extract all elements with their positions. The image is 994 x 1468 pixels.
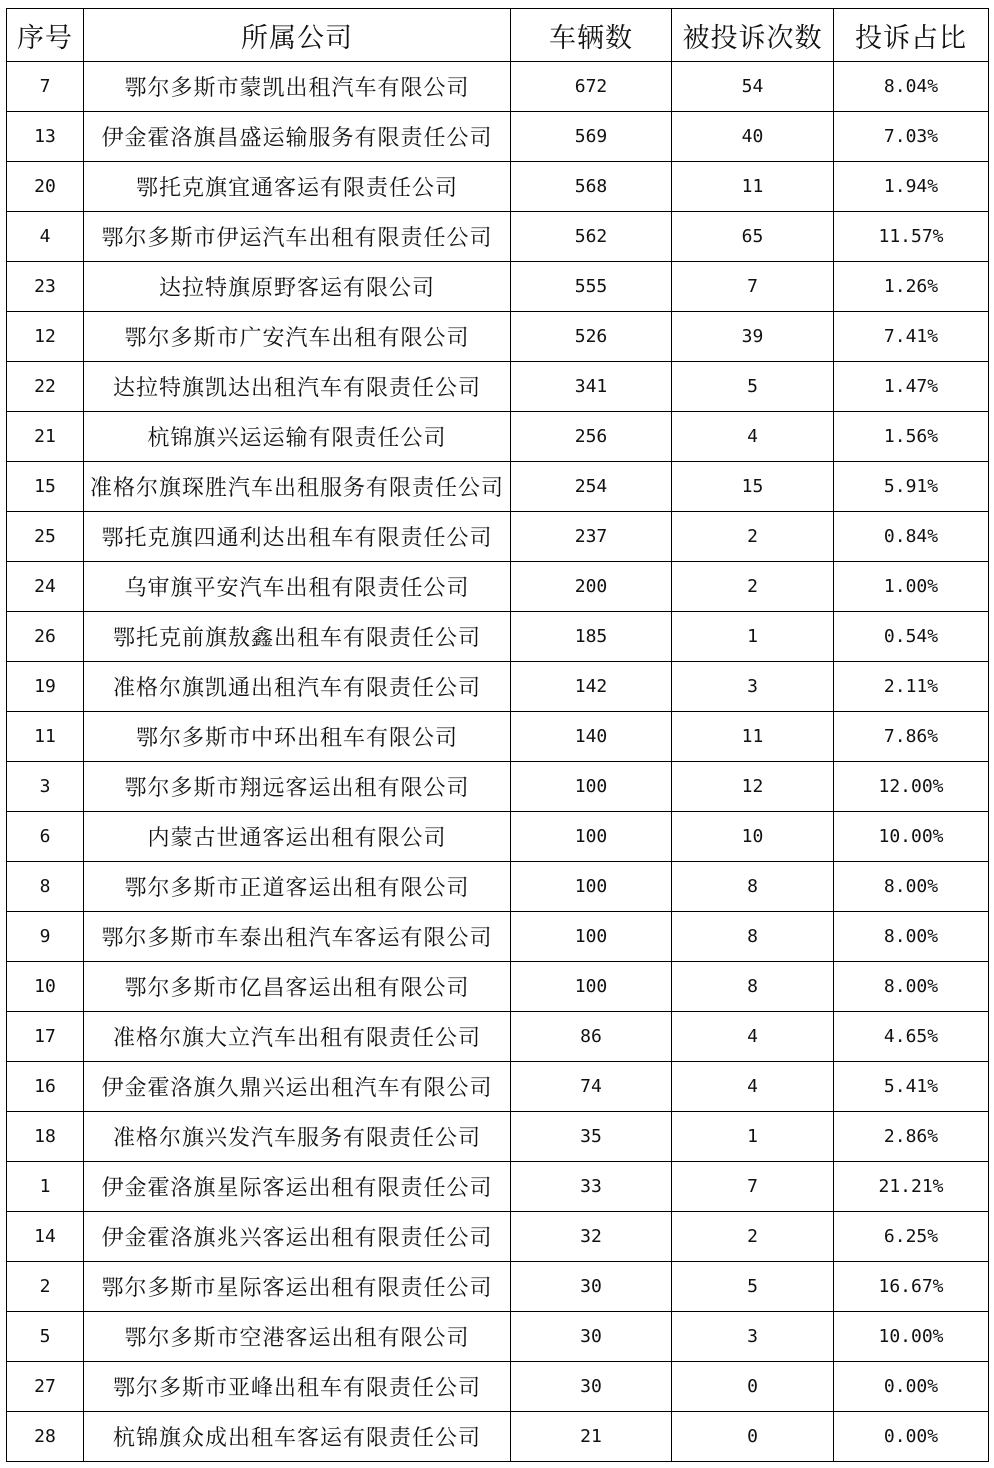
- cell-vehicles: 200: [511, 562, 672, 612]
- cell-index: 24: [7, 562, 84, 612]
- cell-index: 3: [7, 762, 84, 812]
- cell-ratio: 16.67%: [834, 1262, 989, 1312]
- cell-ratio: 1.00%: [834, 562, 989, 612]
- cell-company: 鄂尔多斯市车泰出租汽车客运有限公司: [84, 912, 511, 962]
- table-row: [7, 912, 989, 962]
- cell-index: 13: [7, 112, 84, 162]
- cell-company: 鄂尔多斯市星际客运出租有限责任公司: [84, 1262, 511, 1312]
- cell-company: 内蒙古世通客运出租有限公司: [84, 812, 511, 862]
- cell-company: 准格尔旗琛胜汽车出租服务有限责任公司: [84, 462, 511, 512]
- cell-index: 5: [7, 1312, 84, 1362]
- cell-complaints: 54: [672, 62, 834, 112]
- table-row: [7, 1012, 989, 1062]
- cell-company: 鄂尔多斯市亿昌客运出租有限公司: [84, 962, 511, 1012]
- cell-index: 23: [7, 262, 84, 312]
- table-row: [7, 162, 989, 212]
- cell-ratio: 8.00%: [834, 962, 989, 1012]
- cell-ratio: 10.00%: [834, 1312, 989, 1362]
- table-row: [7, 762, 989, 812]
- table-row: [7, 1212, 989, 1262]
- cell-complaints: 3: [672, 1312, 834, 1362]
- cell-ratio: 11.57%: [834, 212, 989, 262]
- cell-vehicles: 100: [511, 762, 672, 812]
- cell-complaints: 2: [672, 512, 834, 562]
- cell-index: 25: [7, 512, 84, 562]
- cell-complaints: 7: [672, 1162, 834, 1212]
- table-row: [7, 212, 989, 262]
- cell-ratio: 2.11%: [834, 662, 989, 712]
- cell-complaints: 2: [672, 1212, 834, 1262]
- cell-vehicles: 142: [511, 662, 672, 712]
- cell-company: 伊金霍洛旗久鼎兴运出租汽车有限公司: [84, 1062, 511, 1112]
- table-row: [7, 462, 989, 512]
- cell-index: 27: [7, 1362, 84, 1412]
- cell-vehicles: 672: [511, 62, 672, 112]
- table-body: [7, 62, 989, 1462]
- cell-index: 26: [7, 612, 84, 662]
- cell-complaints: 7: [672, 262, 834, 312]
- cell-vehicles: 526: [511, 312, 672, 362]
- cell-company: 乌审旗平安汽车出租有限责任公司: [84, 562, 511, 612]
- cell-vehicles: 254: [511, 462, 672, 512]
- cell-ratio: 1.94%: [834, 162, 989, 212]
- cell-company: 杭锦旗众成出租车客运有限责任公司: [84, 1412, 511, 1462]
- cell-vehicles: 35: [511, 1112, 672, 1162]
- table-row: [7, 112, 989, 162]
- cell-ratio: 8.00%: [834, 862, 989, 912]
- cell-index: 14: [7, 1212, 84, 1262]
- cell-ratio: 0.54%: [834, 612, 989, 662]
- table-row: [7, 512, 989, 562]
- cell-complaints: 3: [672, 662, 834, 712]
- table-row: [7, 62, 989, 112]
- cell-company: 鄂托克旗四通利达出租车有限责任公司: [84, 512, 511, 562]
- cell-index: 8: [7, 862, 84, 912]
- cell-ratio: 2.86%: [834, 1112, 989, 1162]
- table-row: [7, 1162, 989, 1212]
- cell-ratio: 12.00%: [834, 762, 989, 812]
- cell-complaints: 15: [672, 462, 834, 512]
- cell-company: 鄂尔多斯市中环出租车有限公司: [84, 712, 511, 762]
- cell-ratio: 21.21%: [834, 1162, 989, 1212]
- header-row: [7, 9, 989, 62]
- cell-complaints: 40: [672, 112, 834, 162]
- cell-complaints: 1: [672, 612, 834, 662]
- table-row: [7, 1112, 989, 1162]
- cell-vehicles: 341: [511, 362, 672, 412]
- cell-vehicles: 21: [511, 1412, 672, 1462]
- cell-vehicles: 33: [511, 1162, 672, 1212]
- table-row: [7, 362, 989, 412]
- table-row: [7, 1412, 989, 1462]
- cell-ratio: 0.00%: [834, 1412, 989, 1462]
- cell-ratio: 5.41%: [834, 1062, 989, 1112]
- cell-complaints: 8: [672, 962, 834, 1012]
- cell-company: 鄂尔多斯市广安汽车出租有限公司: [84, 312, 511, 362]
- cell-ratio: 10.00%: [834, 812, 989, 862]
- cell-complaints: 5: [672, 1262, 834, 1312]
- table-row: [7, 1262, 989, 1312]
- table-row: [7, 812, 989, 862]
- cell-index: 6: [7, 812, 84, 862]
- cell-company: 准格尔旗凯通出租汽车有限责任公司: [84, 662, 511, 712]
- cell-ratio: 7.86%: [834, 712, 989, 762]
- table-row: [7, 1062, 989, 1112]
- cell-company: 鄂尔多斯市空港客运出租有限公司: [84, 1312, 511, 1362]
- cell-ratio: 8.00%: [834, 912, 989, 962]
- cell-vehicles: 86: [511, 1012, 672, 1062]
- cell-index: 1: [7, 1162, 84, 1212]
- complaints-table: [6, 8, 989, 1462]
- cell-company: 鄂尔多斯市亚峰出租车有限责任公司: [84, 1362, 511, 1412]
- cell-ratio: 1.56%: [834, 412, 989, 462]
- cell-index: 9: [7, 912, 84, 962]
- cell-complaints: 10: [672, 812, 834, 862]
- cell-ratio: 4.65%: [834, 1012, 989, 1062]
- table-row: [7, 1362, 989, 1412]
- cell-index: 17: [7, 1012, 84, 1062]
- cell-ratio: 5.91%: [834, 462, 989, 512]
- cell-index: 15: [7, 462, 84, 512]
- cell-complaints: 39: [672, 312, 834, 362]
- cell-ratio: 8.04%: [834, 62, 989, 112]
- table-row: [7, 412, 989, 462]
- table-row: [7, 862, 989, 912]
- cell-vehicles: 30: [511, 1362, 672, 1412]
- cell-vehicles: 256: [511, 412, 672, 462]
- cell-complaints: 4: [672, 1062, 834, 1112]
- header-ratio: 投诉占比: [834, 9, 989, 62]
- cell-index: 4: [7, 212, 84, 262]
- cell-index: 12: [7, 312, 84, 362]
- cell-index: 28: [7, 1412, 84, 1462]
- cell-index: 11: [7, 712, 84, 762]
- cell-company: 达拉特旗原野客运有限公司: [84, 262, 511, 312]
- cell-vehicles: 140: [511, 712, 672, 762]
- header-vehicles: 车辆数: [511, 9, 672, 62]
- cell-company: 鄂尔多斯市翔远客运出租有限公司: [84, 762, 511, 812]
- cell-complaints: 0: [672, 1412, 834, 1462]
- cell-ratio: 0.00%: [834, 1362, 989, 1412]
- cell-company: 准格尔旗兴发汽车服务有限责任公司: [84, 1112, 511, 1162]
- cell-index: 19: [7, 662, 84, 712]
- table-row: [7, 1312, 989, 1362]
- cell-company: 伊金霍洛旗兆兴客运出租有限责任公司: [84, 1212, 511, 1262]
- cell-complaints: 65: [672, 212, 834, 262]
- cell-vehicles: 32: [511, 1212, 672, 1262]
- cell-company: 鄂托克旗宜通客运有限责任公司: [84, 162, 511, 212]
- cell-vehicles: 74: [511, 1062, 672, 1112]
- cell-company: 准格尔旗大立汽车出租有限责任公司: [84, 1012, 511, 1062]
- cell-complaints: 4: [672, 1012, 834, 1062]
- table-row: [7, 662, 989, 712]
- cell-complaints: 2: [672, 562, 834, 612]
- cell-vehicles: 555: [511, 262, 672, 312]
- cell-complaints: 5: [672, 362, 834, 412]
- cell-complaints: 8: [672, 912, 834, 962]
- header-index: 序号: [7, 9, 84, 62]
- cell-index: 21: [7, 412, 84, 462]
- cell-complaints: 0: [672, 1362, 834, 1412]
- cell-index: 2: [7, 1262, 84, 1312]
- cell-index: 7: [7, 62, 84, 112]
- table-row: [7, 262, 989, 312]
- cell-company: 鄂尔多斯市正道客运出租有限公司: [84, 862, 511, 912]
- table-row: [7, 712, 989, 762]
- cell-vehicles: 562: [511, 212, 672, 262]
- table-header: [7, 9, 989, 62]
- cell-index: 22: [7, 362, 84, 412]
- table-row: [7, 962, 989, 1012]
- cell-vehicles: 237: [511, 512, 672, 562]
- cell-complaints: 11: [672, 162, 834, 212]
- cell-vehicles: 30: [511, 1312, 672, 1362]
- cell-index: 10: [7, 962, 84, 1012]
- table-row: [7, 612, 989, 662]
- cell-complaints: 11: [672, 712, 834, 762]
- cell-ratio: 0.84%: [834, 512, 989, 562]
- cell-ratio: 1.26%: [834, 262, 989, 312]
- cell-company: 鄂尔多斯市蒙凯出租汽车有限公司: [84, 62, 511, 112]
- cell-vehicles: 100: [511, 862, 672, 912]
- cell-ratio: 6.25%: [834, 1212, 989, 1262]
- cell-vehicles: 569: [511, 112, 672, 162]
- header-complaints: 被投诉次数: [672, 9, 834, 62]
- cell-vehicles: 568: [511, 162, 672, 212]
- cell-company: 鄂尔多斯市伊运汽车出租有限责任公司: [84, 212, 511, 262]
- header-company: 所属公司: [84, 9, 511, 62]
- cell-vehicles: 100: [511, 912, 672, 962]
- cell-company: 伊金霍洛旗昌盛运输服务有限责任公司: [84, 112, 511, 162]
- table-row: [7, 312, 989, 362]
- cell-complaints: 1: [672, 1112, 834, 1162]
- cell-vehicles: 100: [511, 962, 672, 1012]
- cell-ratio: 7.03%: [834, 112, 989, 162]
- cell-company: 鄂托克前旗敖鑫出租车有限责任公司: [84, 612, 511, 662]
- cell-company: 达拉特旗凯达出租汽车有限责任公司: [84, 362, 511, 412]
- cell-complaints: 8: [672, 862, 834, 912]
- cell-vehicles: 30: [511, 1262, 672, 1312]
- cell-vehicles: 185: [511, 612, 672, 662]
- cell-index: 20: [7, 162, 84, 212]
- cell-complaints: 4: [672, 412, 834, 462]
- cell-ratio: 1.47%: [834, 362, 989, 412]
- cell-company: 杭锦旗兴运运输有限责任公司: [84, 412, 511, 462]
- cell-complaints: 12: [672, 762, 834, 812]
- cell-vehicles: 100: [511, 812, 672, 862]
- cell-index: 18: [7, 1112, 84, 1162]
- table-row: [7, 562, 989, 612]
- cell-index: 16: [7, 1062, 84, 1112]
- cell-company: 伊金霍洛旗星际客运出租有限责任公司: [84, 1162, 511, 1212]
- cell-ratio: 7.41%: [834, 312, 989, 362]
